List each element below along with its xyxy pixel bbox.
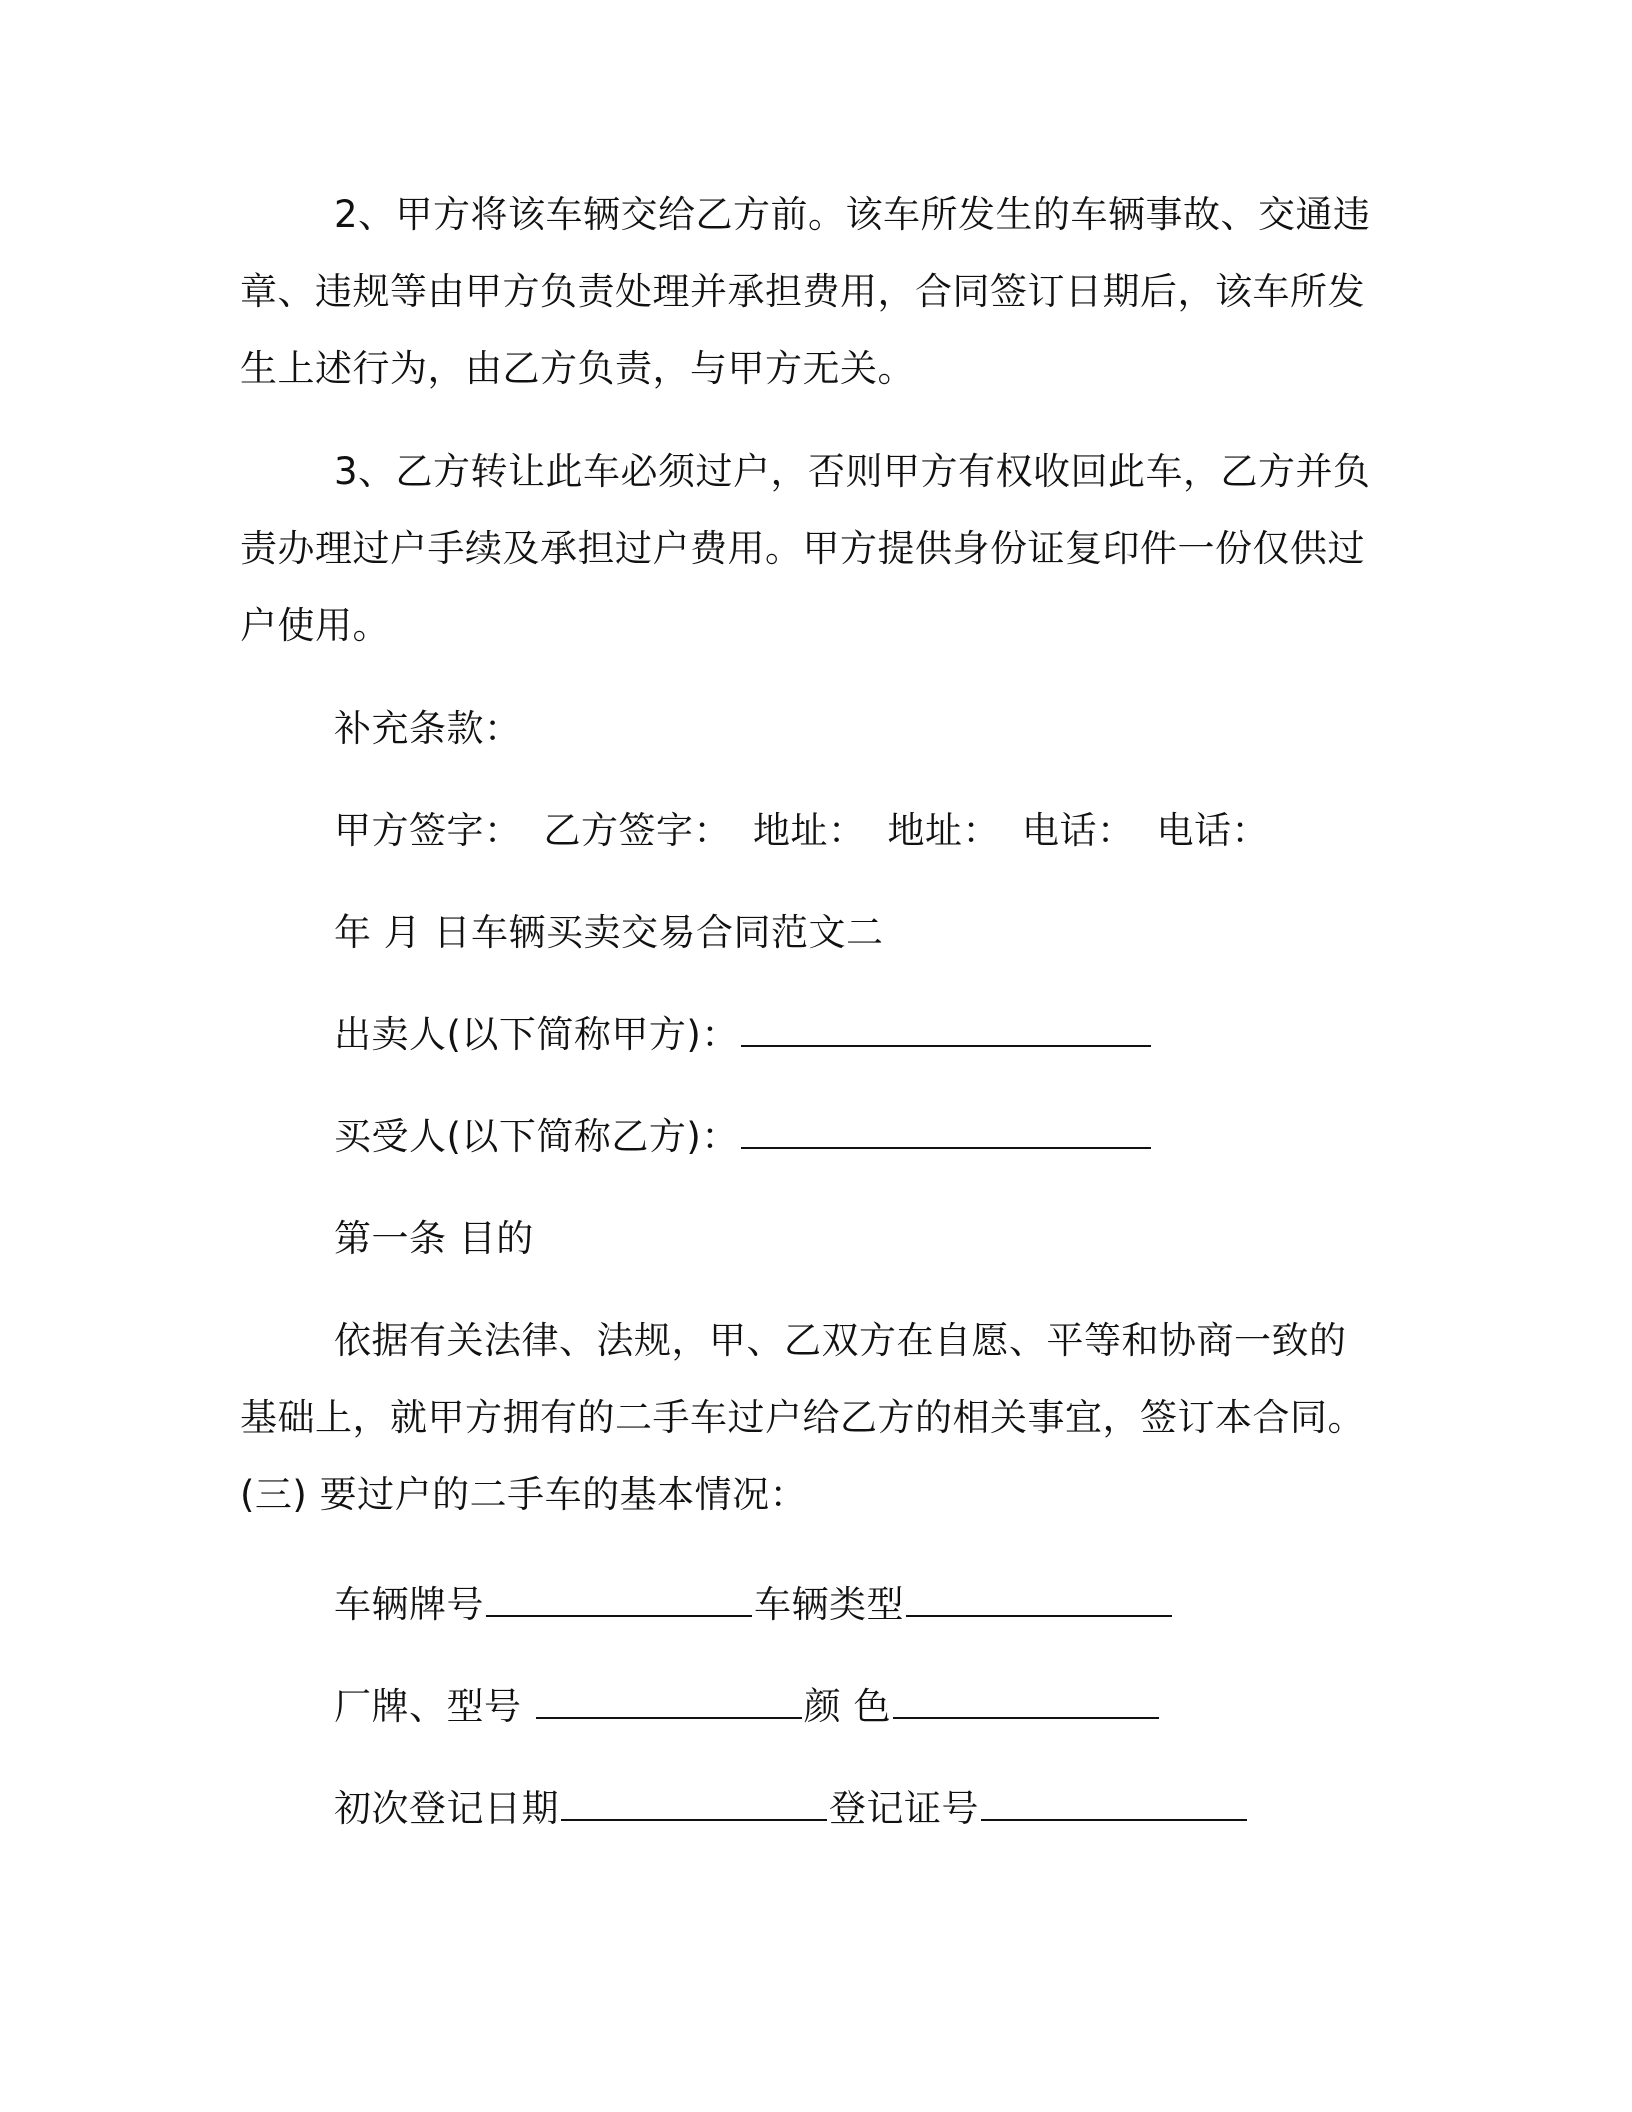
buyer-line: [334, 1098, 1153, 1175]
brand-model-blank[interactable]: [536, 1687, 802, 1719]
party-a-signature-label: 甲方签字：: [334, 809, 522, 852]
color-label: 颜 色: [803, 1685, 892, 1728]
registration-line: [334, 1770, 1249, 1847]
vehicle-type-label: 车辆类型: [754, 1583, 904, 1626]
party-a-address-label: 地址：: [753, 809, 866, 852]
signature-line: [334, 792, 1269, 869]
contract-title-line: 年 月 日车辆买卖交易合同范文二: [334, 911, 884, 954]
party-b-signature-label: 乙方签字：: [543, 809, 731, 852]
first-registration-date-blank[interactable]: [561, 1789, 827, 1821]
buyer-blank[interactable]: [741, 1117, 1151, 1149]
article-1-heading: 第一条 目的: [334, 1217, 534, 1260]
party-b-phone-label: 电话：: [1156, 809, 1269, 852]
vehicle-type-blank[interactable]: [906, 1585, 1172, 1617]
registration-cert-label: 登记证号: [829, 1787, 979, 1830]
supplementary-terms-heading: 补充条款：: [334, 707, 522, 750]
party-a-phone-label: 电话：: [1022, 809, 1135, 852]
party-b-address-label: 地址：: [887, 809, 1000, 852]
seller-line: [334, 996, 1153, 1073]
plate-blank[interactable]: [486, 1585, 752, 1617]
buyer-label: 买受人(以下简称乙方)：: [334, 1115, 739, 1158]
brand-color-line: [334, 1668, 1161, 1745]
article-1-body: 依据有关法律、法规，甲、乙双方在自愿、平等和协商一致的基础上，就甲方拥有的二手车过户给乙方的相关事宜，签订本合同。(三) 要过户的二手车的基本情况：: [240, 1319, 1365, 1516]
clause-2-paragraph: 2、甲方将该车辆交给乙方前。该车所发生的车辆事故、交通违章、违规等由甲方负责处理并承担费用，合同签订日期后，该车所发生上述行为，由乙方负责，与甲方无关。: [240, 193, 1371, 390]
seller-label: 出卖人(以下简称甲方)：: [334, 1013, 739, 1056]
registration-cert-blank[interactable]: [981, 1789, 1247, 1821]
plate-type-line: [334, 1566, 1174, 1643]
plate-label: 车辆牌号: [334, 1583, 484, 1626]
first-registration-date-label: 初次登记日期: [334, 1787, 559, 1830]
seller-blank[interactable]: [741, 1015, 1151, 1047]
color-blank[interactable]: [893, 1687, 1159, 1719]
brand-model-label: 厂牌、型号: [334, 1685, 522, 1728]
clause-3-paragraph: 3、乙方转让此车必须过户，否则甲方有权收回此车，乙方并负责办理过户手续及承担过户费用。甲方提供身份证复印件一份仅供过户使用。: [240, 450, 1371, 647]
